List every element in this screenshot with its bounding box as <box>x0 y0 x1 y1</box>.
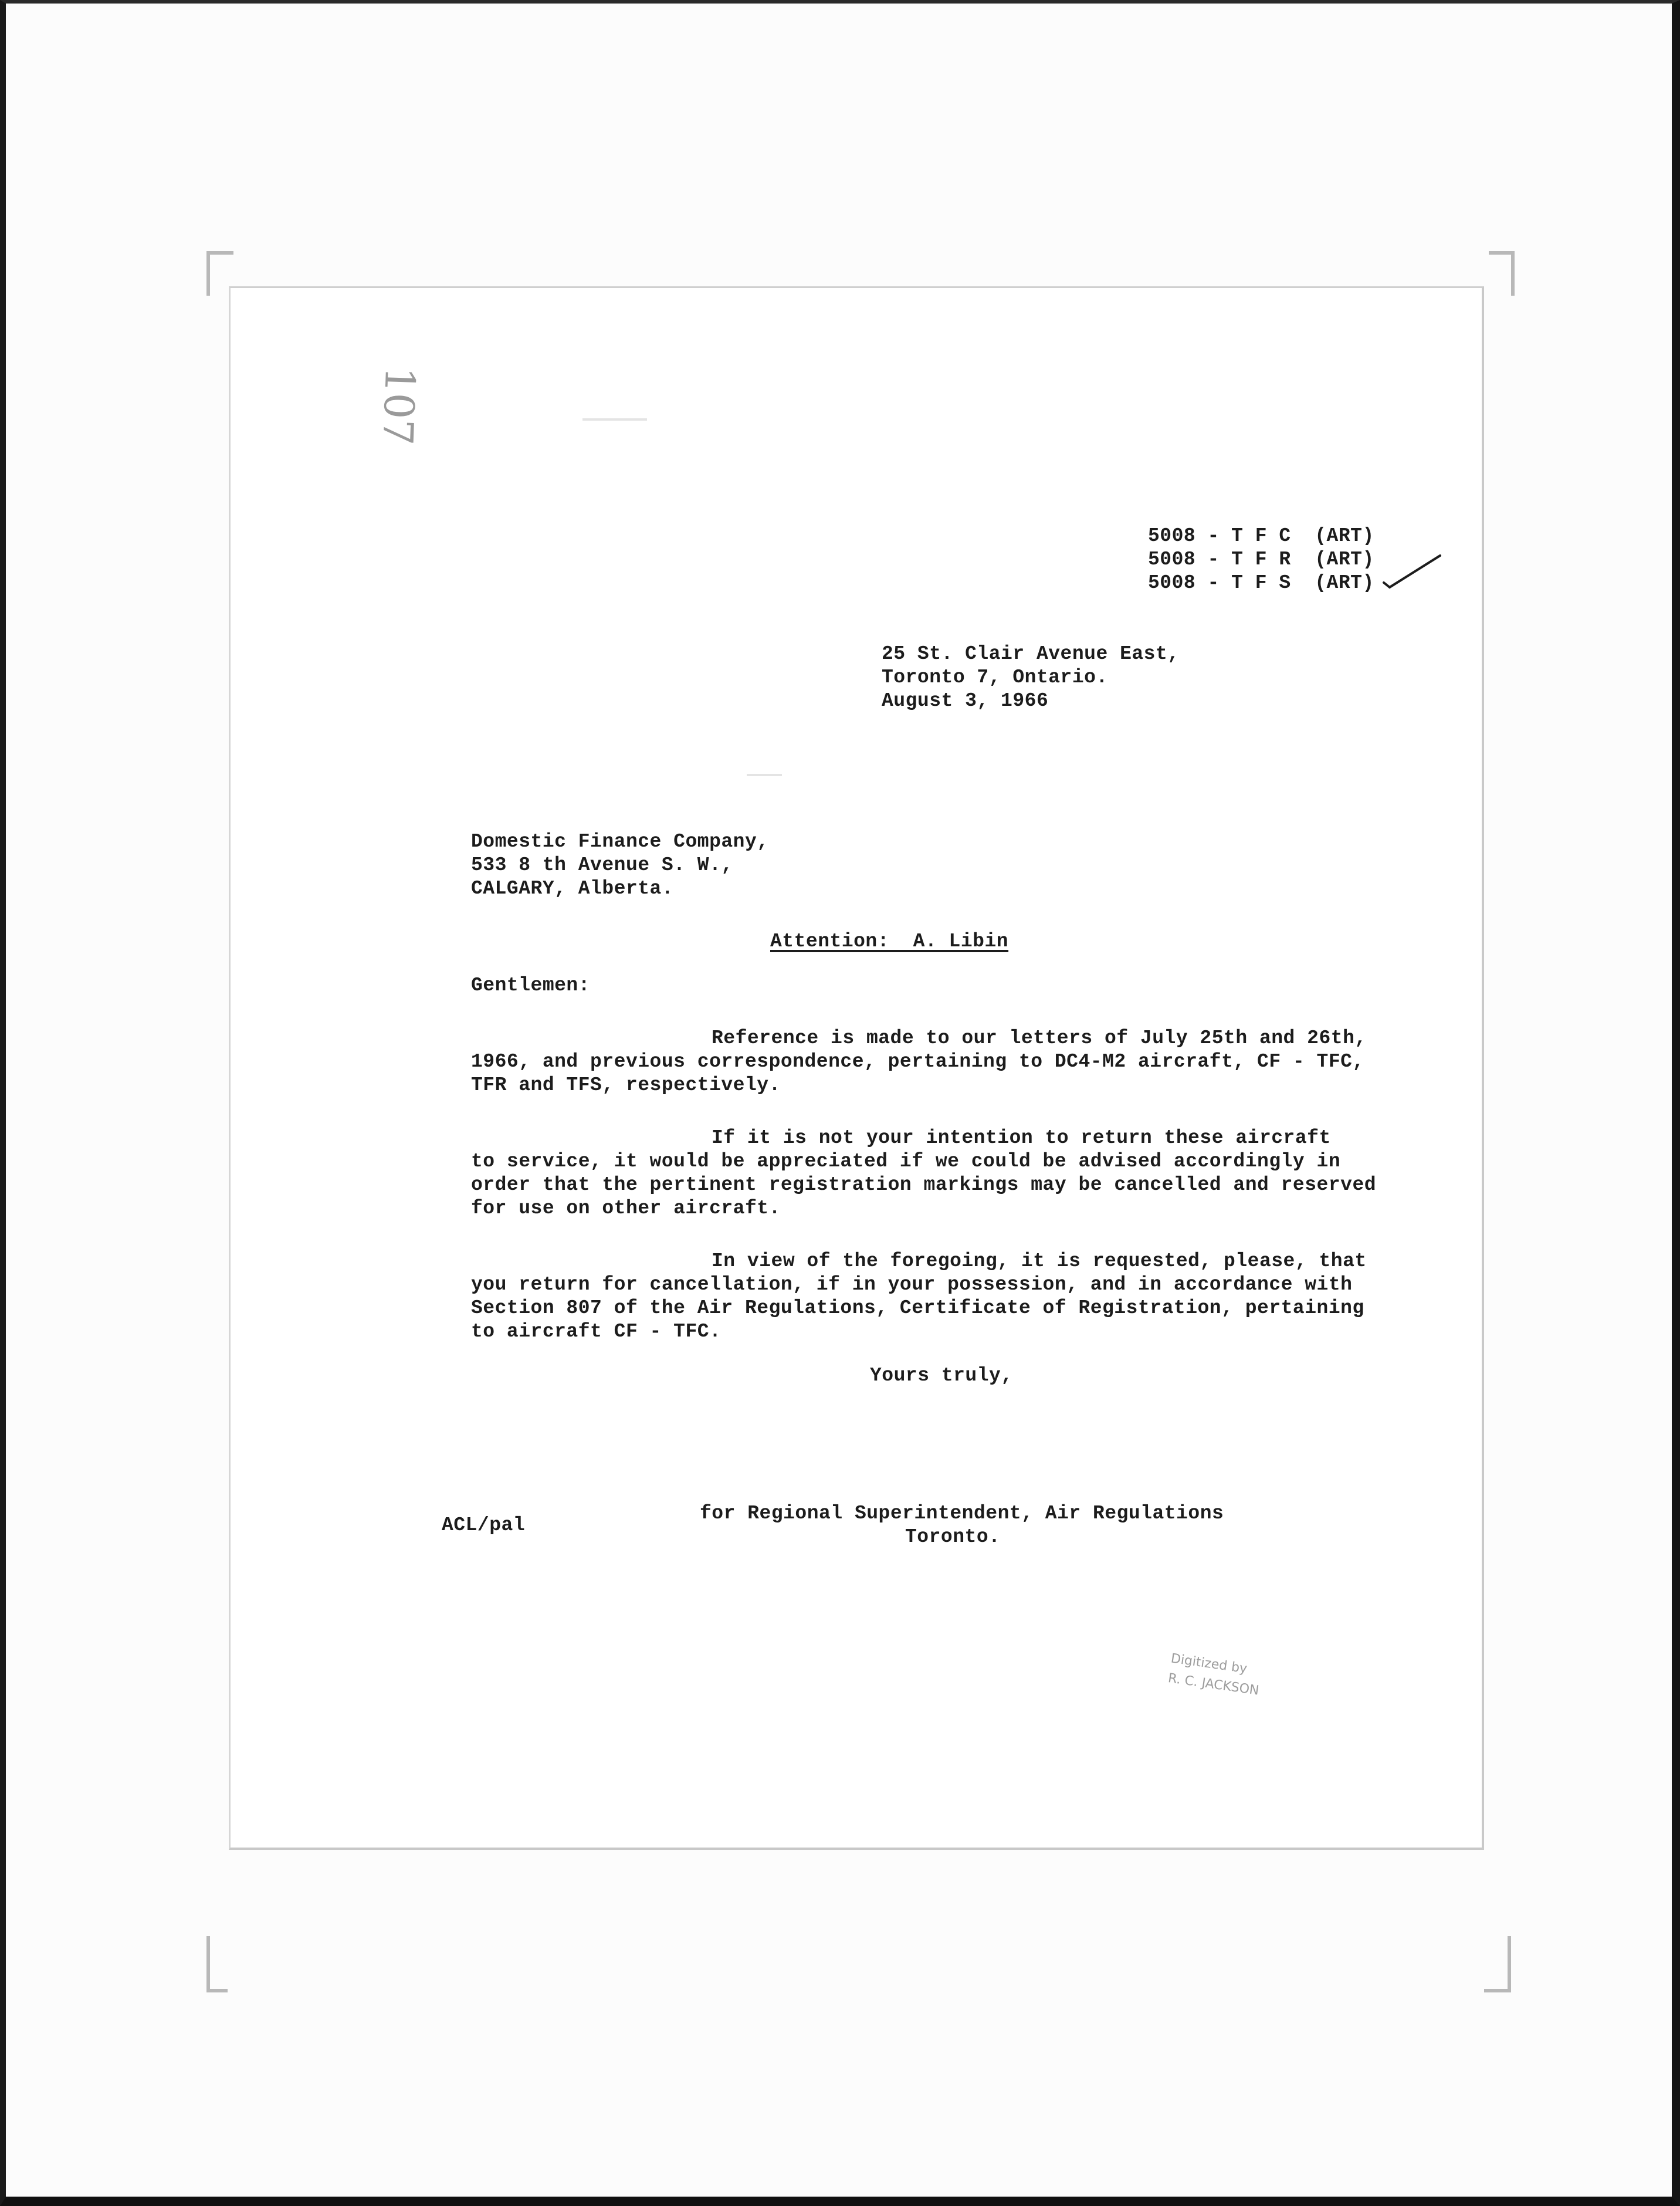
paragraph-3-line: In view of the foregoing, it is requested, please, that <box>712 1250 1367 1272</box>
paragraph-1-line: TFR and TFS, respectively. <box>471 1074 781 1096</box>
file-reference: 5008 - T F S (ART) <box>1148 572 1374 594</box>
stamp-line: Digitized by <box>1170 1651 1248 1677</box>
crop-bracket-bottom-right <box>1484 1936 1511 1992</box>
signature-title: for Regional Superintendent, Air Regulations <box>700 1503 1224 1524</box>
handwritten-margin-mark: 107 <box>373 366 425 446</box>
paragraph-3-line: you return for cancellation, if in your possession, and in accordance with <box>471 1274 1353 1295</box>
file-reference: 5008 - T F C (ART) <box>1148 525 1374 547</box>
paragraph-3-line: Section 807 of the Air Regulations, Certificate of Registration, pertaining <box>471 1297 1364 1319</box>
sender-street: 25 St. Clair Avenue East, <box>882 643 1180 665</box>
crop-bracket-bottom-left <box>206 1936 228 1992</box>
stamp-line: R. C. JACKSON <box>1167 1671 1260 1699</box>
paragraph-1-line: Reference is made to our letters of July 25th and 26th, <box>712 1027 1367 1049</box>
paragraph-2-line: order that the pertinent registration markings may be cancelled and reserved <box>471 1174 1377 1196</box>
bleed-through-mark <box>582 418 647 421</box>
paragraph-2-line: for use on other aircraft. <box>471 1197 781 1219</box>
checkmark-icon <box>1381 546 1446 593</box>
paragraph-2-line: to service, it would be appreciated if we could be advised accordingly in <box>471 1151 1341 1172</box>
recipient-city: CALGARY, Alberta. <box>471 878 674 899</box>
paragraph-1-line: 1966, and previous correspondence, pertaining to DC4-M2 aircraft, CF - TFC, <box>471 1051 1364 1072</box>
crop-bracket-top-right <box>1489 251 1515 296</box>
sender-city: Toronto 7, Ontario. <box>882 666 1108 688</box>
reference-initials: ACL/pal <box>442 1514 526 1536</box>
recipient-name: Domestic Finance Company, <box>471 831 769 852</box>
letter-date: August 3, 1966 <box>882 690 1049 712</box>
signature-location: Toronto. <box>905 1526 1001 1548</box>
recipient-street: 533 8 th Avenue S. W., <box>471 854 733 876</box>
letter-sheet <box>229 286 1484 1850</box>
attention-line: Attention: A. Libin <box>770 931 1009 952</box>
closing: Yours truly, <box>870 1365 1013 1386</box>
file-reference: 5008 - T F R (ART) <box>1148 549 1374 570</box>
paragraph-3-line: to aircraft CF - TFC. <box>471 1321 722 1342</box>
archive-stamp <box>1167 1649 1263 1701</box>
paragraph-2-line: If it is not your intention to return these aircraft <box>712 1127 1331 1149</box>
salutation: Gentlemen: <box>471 975 591 996</box>
bleed-through-mark <box>747 774 782 776</box>
